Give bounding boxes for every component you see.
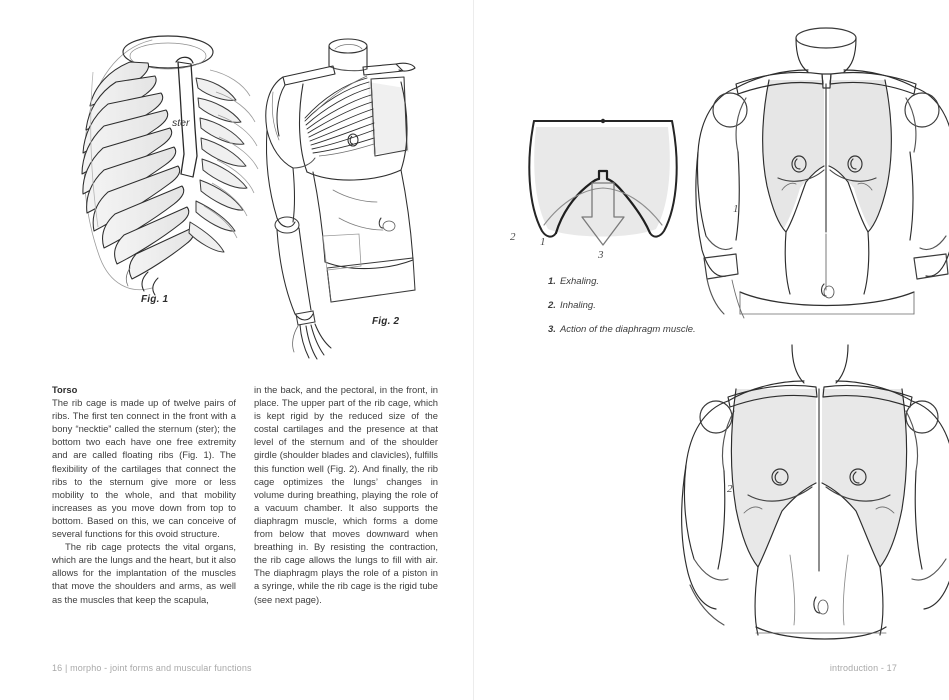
legend-number: 3. xyxy=(548,323,556,335)
footer-right: introduction - 17 xyxy=(829,663,897,673)
left-page xyxy=(0,0,473,700)
legend-number: 1. xyxy=(548,276,556,287)
figure-torso-pectorals-contracted xyxy=(674,22,934,342)
text-column-left xyxy=(52,383,236,606)
diagram-annotation-2: 2 xyxy=(510,231,516,243)
torso-bottom-label: 2 xyxy=(727,483,733,495)
legend-text: Inhaling. xyxy=(559,299,596,311)
paragraph-1: The rib cage is made up of twelve pairs of ribs. The first ten connect in the front with a bony “necktie” called the sternum (ster); the bottom two each have one free extremity and are called floating ribs (Fig. 1). The flexibility of the cartilages that connect the ribs to the sternum give more or less mobility to the whole, and that mobility increases as you move down from top to bottom. Based on this, we can conceive of several functions for this ovoid structure. xyxy=(52,397,236,540)
legend-number: 2. xyxy=(548,299,556,311)
figure-1-caption: Fig. 1 xyxy=(141,294,169,305)
right-page xyxy=(474,0,949,700)
figure-2-caption: Fig. 2 xyxy=(372,316,400,327)
figure-torso-with-arm xyxy=(263,22,468,362)
legend-text: Action of the diaphragm muscle. xyxy=(559,323,696,335)
paragraph-3: in the back, and the pectoral, in the front, in place. The upper part of the rib cage, which is kept rigid by the reduced size of the costal cartilages and the presence at that level of the sternum and of the shoulder girdle (shoulder blades and clavicles), fulfills this function well (Fig. 2). And finally, the rib cage optimizes the lungs’ changes in volume during breathing, playing the role of a vacuum chamber. It also supports the diaphragm muscle, which forms a dome from below that moves downward when breathing in. By resisting the contraction, the rib cage allows the lungs to fill with air. The diaphragm plays the role of a piston in a syringe, while the rib cage is the rigid tube (see next page). xyxy=(254,384,438,605)
diagram-annotation-1: 1 xyxy=(540,236,546,248)
text-column-right xyxy=(254,383,438,606)
sternum-inline-label: ster xyxy=(172,117,190,129)
figure-rib-cage xyxy=(60,22,275,297)
diagram-annotation-3: 3 xyxy=(598,249,604,261)
torso-top-label: 1 xyxy=(733,203,739,215)
paragraph-2: The rib cage protects the vital organs, which are the lungs and the heart, but it also allows for the implantation of the muscles that move the shoulders and arms, as well as the muscles that keep the scapula, xyxy=(52,541,236,605)
section-title: Torso xyxy=(52,384,78,395)
article-body xyxy=(52,383,438,606)
footer-left: 16 | morpho - joint forms and muscular functions xyxy=(52,663,252,673)
figure-torso-pectorals-relaxed xyxy=(672,345,934,660)
legend-text: Exhaling. xyxy=(559,276,600,287)
